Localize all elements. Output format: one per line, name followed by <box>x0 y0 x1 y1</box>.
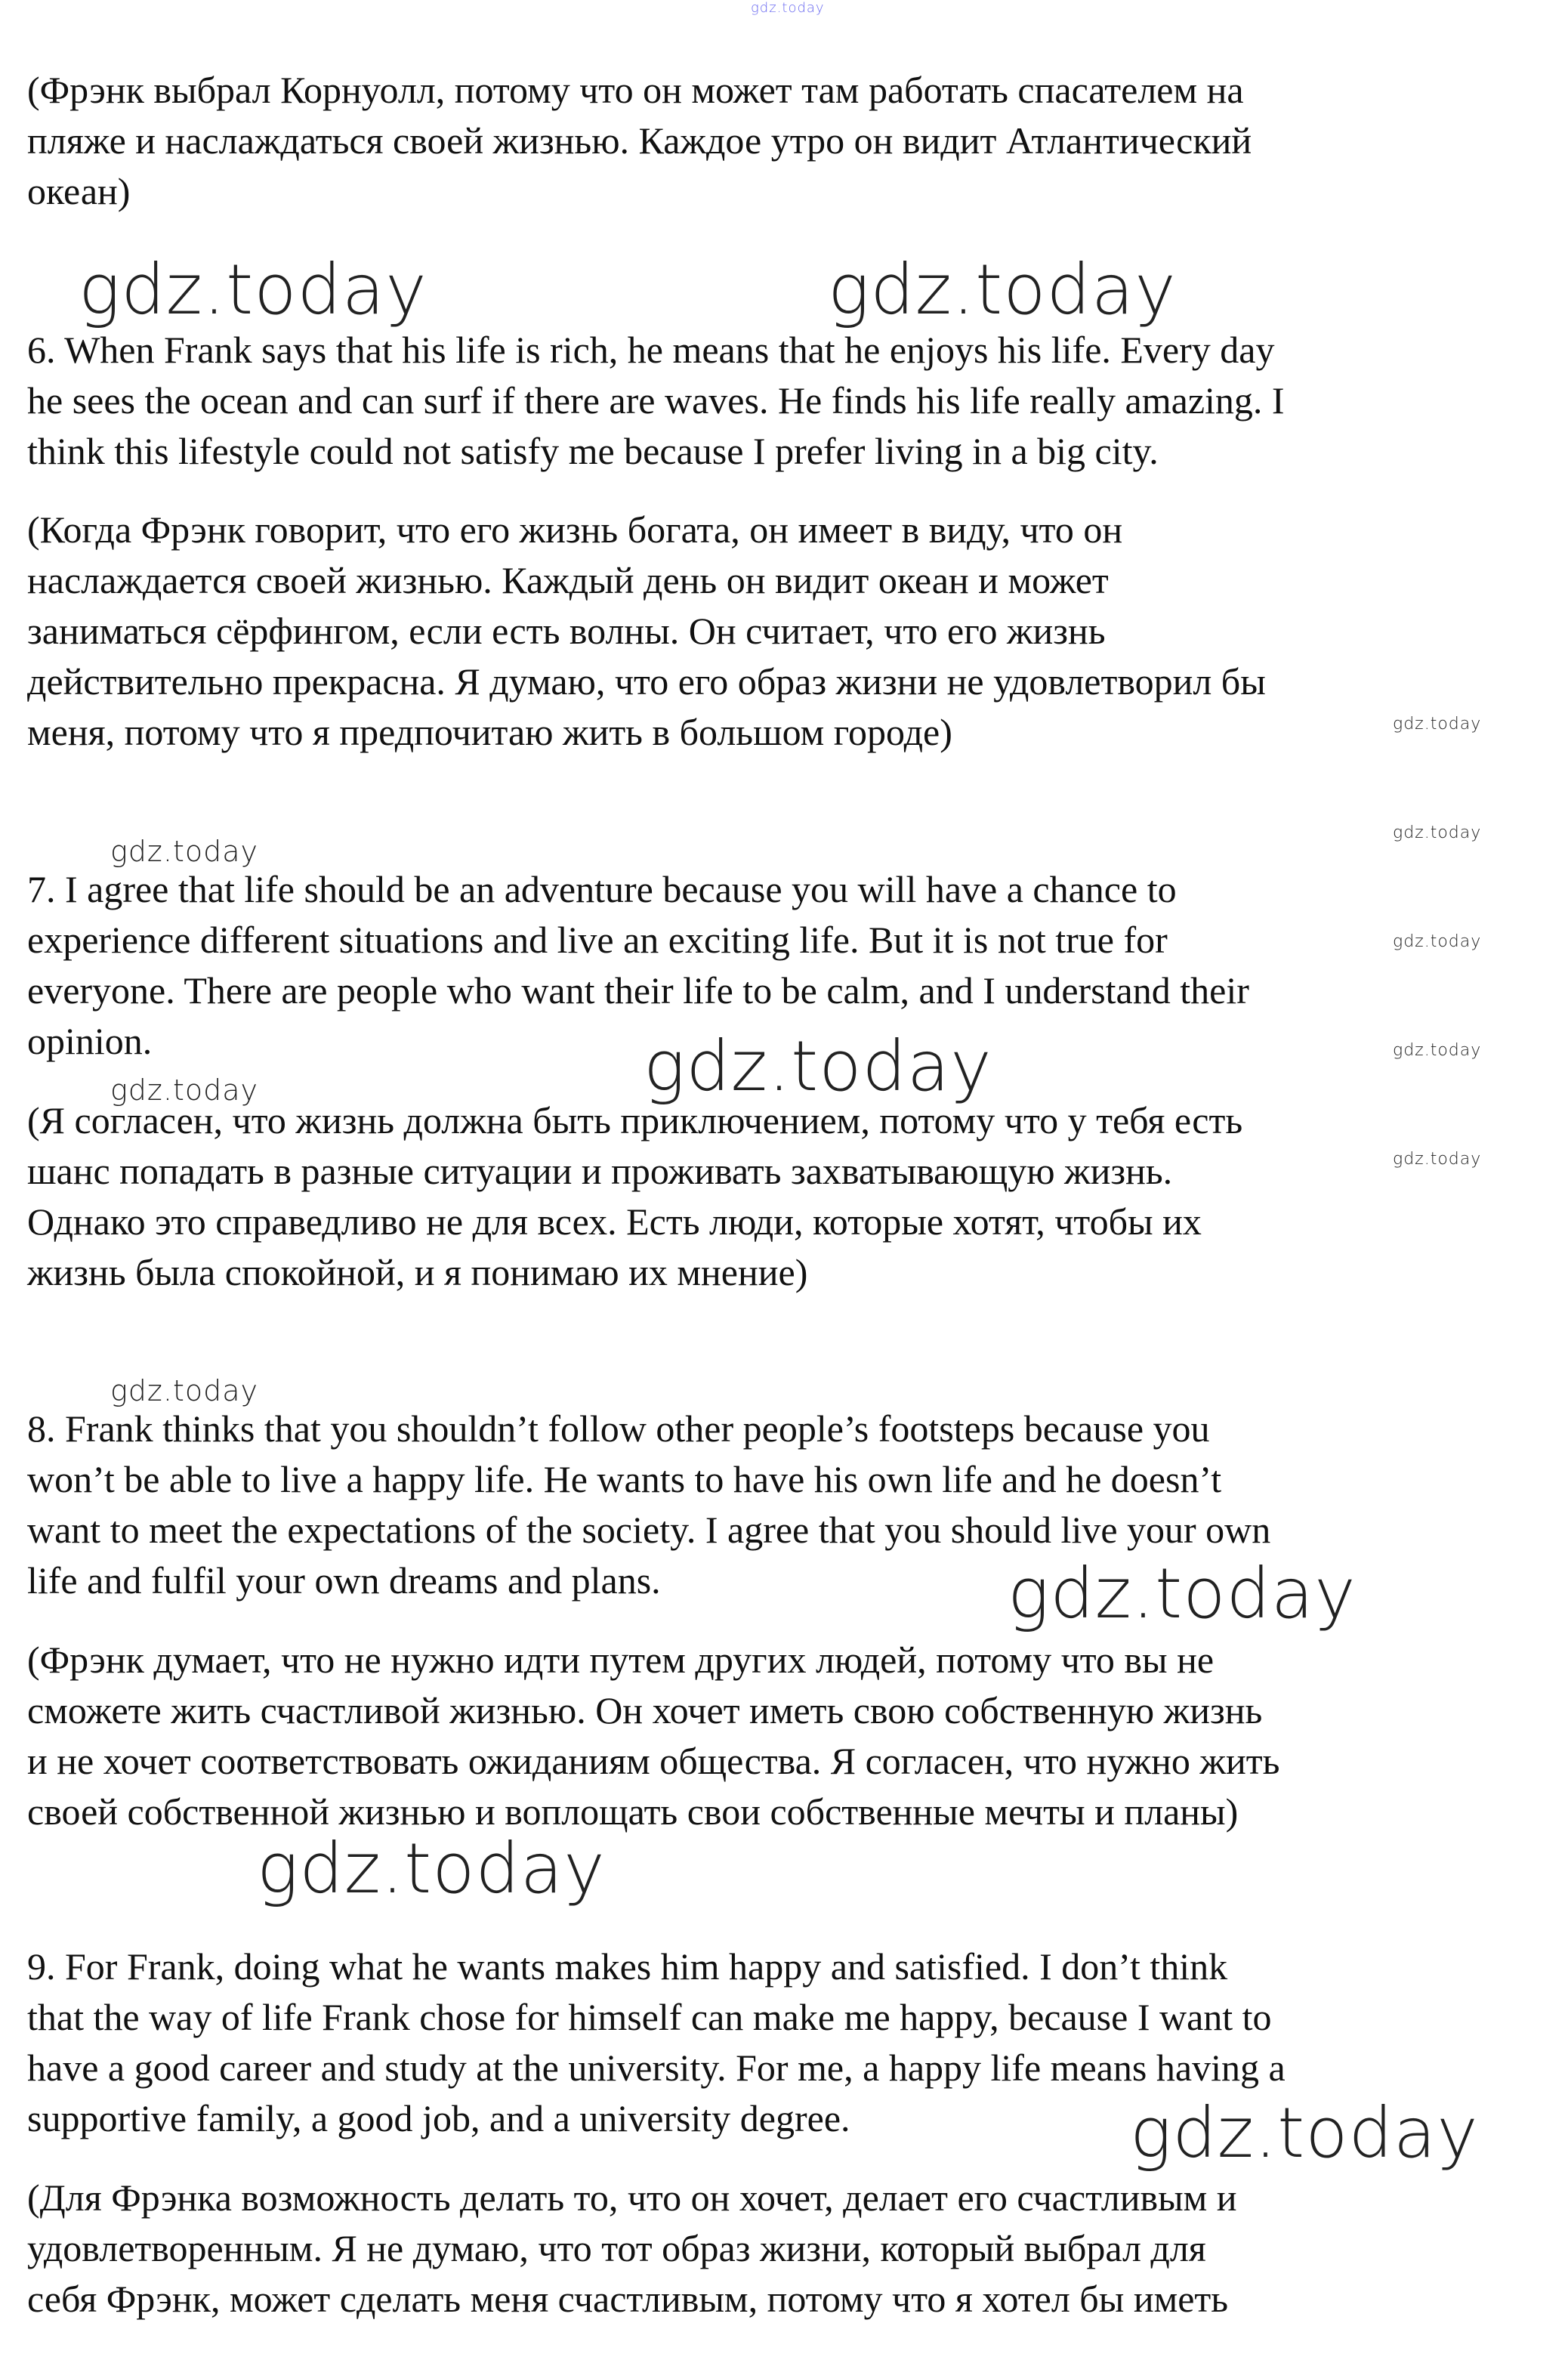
watermark: gdz.today <box>110 1073 258 1107</box>
watermark: gdz.today <box>79 249 427 330</box>
answer-6-translation: (Когда Фрэнк говорит, что его жизнь богата, он имеет в виду, что он наслаждается своей жизнью. Каждый день он видит океан и может заниматься сёрфингом, если есть волны. Он считает, что его жизнь действительно прекрасна. Я думаю, что его образ жизни не удовлетворил бы меня, потому что я предпочитаю жить в большом городе) <box>27 508 1266 753</box>
watermark: gdz.today <box>644 1026 992 1107</box>
watermark: gdz.today <box>1393 932 1482 951</box>
watermark: gdz.today <box>1130 2093 1479 2173</box>
answer-5-translation: (Фрэнк выбрал Корнуолл, потому что он может там работать спасателем на пляже и наслаждаться своей жизнью. Каждое утро он видит Атлантический океан) <box>27 69 1252 212</box>
watermark: gdz.today <box>1393 823 1482 842</box>
answer-7-translation: (Я согласен, что жизнь должна быть приключением, потому что у тебя есть шанс попадать в разные ситуации и проживать захватывающую жизнь. Однако это справедливо не для всех. Есть люди, которые хотят, чтобы их жизнь была спокойной, и я понимаю их мнение) <box>27 1099 1243 1293</box>
watermark: gdz.today <box>1008 1553 1357 1634</box>
answer-8-english: 8. Frank thinks that you shouldn’t follow other people’s footsteps because you won’t be able to live a happy life. He wants to have his own life and he doesn’t want to meet the expectations of the society. I agree that you should live your own life and fulfil your own dreams and plans. <box>27 1407 1271 1602</box>
watermark: gdz.today <box>257 1828 606 1909</box>
answer-6-english: 6. When Frank says that his life is rich, he means that he enjoys his life. Every day he sees the ocean and can surf if there are waves. He finds his life really amazing. I think this lifestyle could not satisfy me because I prefer living in a big city. <box>27 329 1285 472</box>
watermark: gdz.today <box>1393 1150 1482 1169</box>
watermark: gdz.today <box>1393 715 1482 734</box>
answer-9-translation: (Для Фрэнка возможность делать то, что он хочет, делает его счастливым и удовлетворенным. Я не думаю, что тот образ жизни, который выбрал для себя Фрэнк, может сделать меня счастливым, потому что я хотел бы иметь <box>27 2176 1237 2320</box>
watermark: gdz.today <box>828 249 1177 330</box>
watermark: gdz.today <box>1393 1041 1482 1060</box>
watermark-top: gdz.today <box>751 0 825 16</box>
answer-7-english: 7. I agree that life should be an adventure because you will have a chance to experience different situations and live an exciting life. But it is not true for everyone. There are people who want their life to be calm, and I understand their opinion. <box>27 868 1249 1062</box>
answer-8-translation: (Фрэнк думает, что не нужно идти путем других людей, потому что вы не сможете жить счастливой жизнью. Он хочет иметь свою собственную жизнь и не хочет соответствовать ожиданиям общества. Я согласен, что нужно жить своей собственной жизнью и воплощать свои собственные мечты и планы) <box>27 1639 1280 1833</box>
answer-9-english: 9. For Frank, doing what he wants makes him happy and satisfied. I don’t think that the way of life Frank chose for himself can make me happy, because I want to have a good career and study at the university. For me, a happy life means having a supportive family, a good job, and a university degree. <box>27 1945 1286 2139</box>
watermark: gdz.today <box>110 835 258 868</box>
watermark: gdz.today <box>110 1374 258 1407</box>
